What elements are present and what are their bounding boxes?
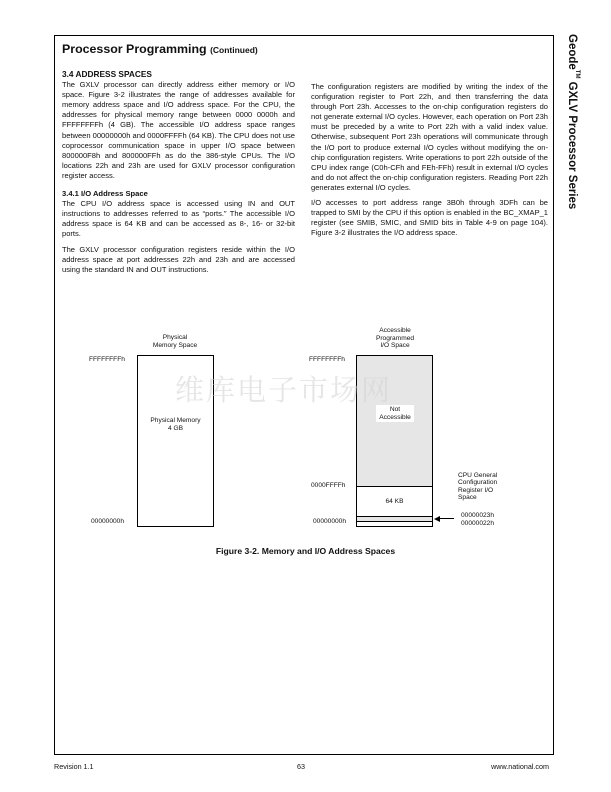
config-register-addresses	[461, 512, 494, 527]
t: Not	[389, 406, 401, 413]
subsection-heading: 3.4.1 I/O Address Space	[62, 189, 148, 199]
io-title	[350, 327, 440, 350]
page-title	[62, 42, 258, 56]
arrow-line	[438, 518, 454, 519]
config-register-label	[458, 472, 497, 502]
side-rest: GXLV Processor Series	[566, 81, 578, 210]
figure-caption: Figure 3-2. Memory and I/O Address Spaces	[215, 546, 396, 556]
footer-revision: Revision 1.1	[54, 762, 94, 771]
arrow-left-icon	[434, 516, 440, 522]
io-top-address: FFFFFFFFh	[309, 356, 345, 363]
t: Register I/O	[458, 486, 494, 494]
title-text: Processor Programming	[62, 42, 207, 56]
t: Accessible	[379, 413, 411, 421]
paragraph: The configuration registers are modified by writing the index of the configuration register to Port 22h, and then transferring the data through Port 23h. Accesses to the on-chip configuration registers do not generate external I/O cycles. However, each operation on Port 23h must be preceded by a write to Port 22h with a valid index value. Otherwise, subsequent Port 23h operations will communicate through the I/O port to produce external I/O cycles without modifying the on-chip configuration registers. Write operations to port 22h outside of the CPU index range (C0h-CFh and FEh-FFh) result in external I/O cycles and do not affect the on-chip configuration registers. Reading Port 22h generates external I/O cycles.	[311, 82, 548, 192]
side-tm: TM	[573, 69, 580, 79]
t: Accessible	[379, 327, 411, 334]
memory-bottom-address: 00000000h	[91, 518, 125, 525]
footer-website: www.national.com	[491, 762, 549, 771]
memory-top-address: FFFFFFFFh	[89, 356, 125, 363]
physical-memory-label	[137, 417, 214, 432]
io-bottom-address: 00000000h	[313, 518, 347, 525]
io-mid-address: 0000FFFFh	[311, 482, 346, 489]
paragraph: The CPU I/O address space is accessed using IN and OUT instructions to addresses referred to as “ports.” The accessible I/O address space is 64 KB and can be accessed as 8-, 16- or 32-bit ports.	[62, 199, 295, 239]
memory-title	[137, 334, 213, 349]
t: 00000023h	[461, 512, 495, 519]
side-brand: Geode	[566, 34, 578, 70]
t: Programmed	[375, 334, 415, 342]
right-column	[311, 82, 548, 243]
t: Space	[458, 494, 477, 502]
t: Memory Space	[152, 341, 198, 349]
t: Configuration	[458, 479, 498, 487]
t: 4 GB	[167, 424, 184, 432]
side-title	[566, 34, 580, 209]
paragraph: The GXLV processor can directly address either memory or I/O space. Figure 3-2 illustrates the range of addresses available for memory address space and I/O address space. For the CPU, the addresses for physical memory range between 0000 0000h and FFFFFFFFh (4 GB). The accessible I/O address space ranges between 00000000h and 0000FFFFh (64 KB). The CPU does not use coprocessor communication space in upper I/O space between 800000F8h and 800000FFh as do the 386-style CPUs. The I/O locations 22h and 23h are used for GXLV processor configuration register access.	[62, 80, 295, 180]
io-size-label: 64 KB	[385, 498, 404, 505]
left-column	[62, 69, 295, 280]
title-suffix: (Continued)	[210, 45, 258, 55]
t: 00000022h	[461, 519, 495, 527]
t: Physical Memory	[150, 417, 201, 424]
paragraph: I/O accesses to port address range 3B0h through 3DFh can be trapped to SMI by the CPU if this option is enabled in the BC_XMAP_1 register (see SMIB, SMIC, and SMID bits in Table 4-9 on page 104). Figure 3-2 illustrates the I/O address space.	[311, 198, 548, 238]
watermark: 维库电子市场网	[175, 373, 393, 407]
section-heading: 3.4 ADDRESS SPACES	[62, 69, 152, 79]
paragraph: The GXLV processor configuration registers reside within the I/O address space at port addresses 22h and 23h and are accessed using the standard IN and OUT instructions.	[62, 244, 295, 274]
t: CPU General	[458, 472, 498, 479]
t: I/O Space	[380, 342, 410, 350]
not-accessible-label	[376, 405, 414, 422]
t: Physical	[162, 334, 188, 341]
io-bottom-block	[356, 521, 433, 527]
physical-memory-block	[137, 355, 214, 527]
footer-page-number: 63	[297, 762, 305, 771]
